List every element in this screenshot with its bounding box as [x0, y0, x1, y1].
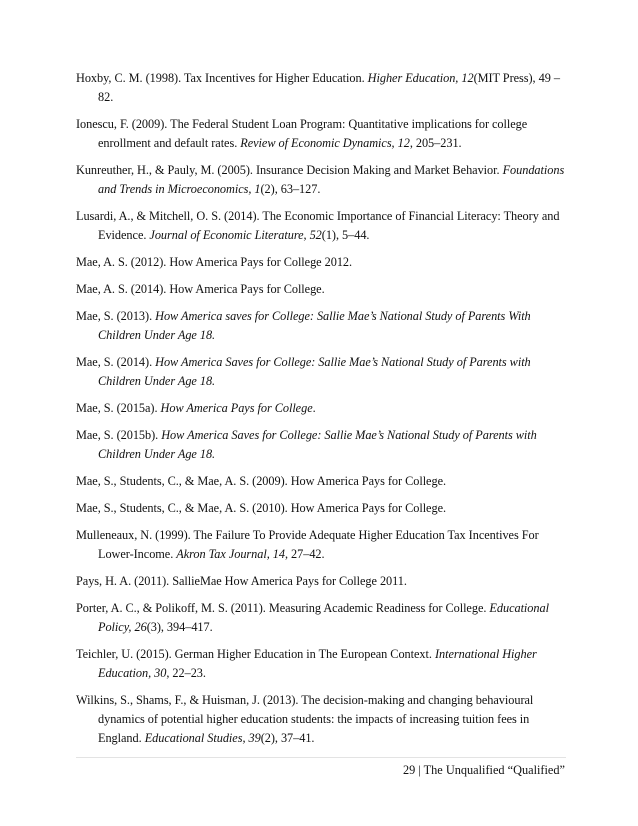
reference-text: Lusardi, A., & Mitchell, O. S. (2014). The Economic Importance of Financial Literacy: Theory and Evidence.	[76, 209, 560, 242]
reference-entry	[76, 645, 566, 683]
reference-text: , 22–23.	[166, 666, 206, 680]
reference-text: (3), 394–417.	[146, 620, 213, 634]
reference-entry	[76, 161, 566, 199]
reference-text: (MIT Press), 49 – 82.	[98, 71, 560, 104]
reference-entry	[76, 115, 566, 153]
reference-text: Mae, A. S. (2012). How America Pays for College 2012.	[76, 255, 353, 269]
reference-entry	[76, 399, 566, 418]
reference-source-italic: How America Pays for College	[160, 401, 313, 415]
reference-text: Ionescu, F. (2009). The Federal Student Loan Program: Quantitative implications for college enrollment and default rates.	[76, 117, 528, 150]
reference-text: Mae, S., Students, C., & Mae, A. S. (2010). How America Pays for College.	[76, 501, 447, 515]
reference-entry	[76, 572, 566, 591]
page-footer: 29 | The Unqualified “Qualified”	[402, 763, 565, 777]
reference-source-italic: How America Saves for College: Sallie Mae’s National Study of Parents with Children Under Age 18.	[98, 355, 531, 388]
reference-text: Porter, A. C., & Polikoff, M. S. (2011). Measuring Academic Readiness for College.	[76, 601, 490, 615]
reference-entry	[76, 207, 566, 245]
reference-entry	[76, 280, 566, 299]
reference-source-italic: Higher Education, 12	[367, 71, 474, 85]
reference-entry	[76, 691, 566, 748]
reference-entry	[76, 253, 566, 272]
reference-text: (2), 37–41.	[260, 731, 315, 745]
reference-text: Mae, S. (2013).	[76, 309, 156, 323]
reference-source-italic: How America Saves for College: Sallie Mae’s National Study of Parents with Children Under Age 18.	[98, 428, 537, 461]
reference-source-italic: Foundations and Trends in Microeconomics, 1	[98, 163, 565, 196]
reference-source-italic: Akron Tax Journal, 14	[176, 547, 285, 561]
reference-entry	[76, 426, 566, 464]
reference-source-italic: Educational Policy, 26	[98, 601, 549, 634]
reference-text: , 205–231.	[409, 136, 462, 150]
reference-text: (1), 5–44.	[321, 228, 370, 242]
reference-text: Mae, S. (2015a).	[76, 401, 161, 415]
reference-text: (2), 63–127.	[260, 182, 321, 196]
reference-text: Mae, S. (2015b).	[76, 428, 162, 442]
reference-text: Mae, A. S. (2014). How America Pays for College.	[76, 282, 325, 296]
reference-text: Kunreuther, H., & Pauly, M. (2005). Insurance Decision Making and Market Behavior.	[76, 163, 503, 177]
reference-text: Mae, S., Students, C., & Mae, A. S. (2009). How America Pays for College.	[76, 474, 447, 488]
reference-text: Teichler, U. (2015). German Higher Education in The European Context.	[76, 647, 435, 661]
reference-source-italic: International Higher Education, 30	[98, 647, 537, 680]
reference-text: , 27–42.	[284, 547, 325, 561]
reference-entry	[76, 526, 566, 564]
reference-text: Wilkins, S., Shams, F., & Huisman, J. (2013). The decision-making and changing behavioural dynamics of potential higher education students: the impacts of increasing tuition fees in England.	[76, 693, 534, 745]
reference-entry	[76, 307, 566, 345]
reference-text: Mae, S. (2014).	[76, 355, 156, 369]
reference-text: Pays, H. A. (2011). SallieMae How America Pays for College 2011.	[76, 574, 407, 588]
reference-source-italic: Journal of Economic Literature, 52	[149, 228, 322, 242]
footer-divider	[76, 757, 566, 758]
reference-entry	[76, 499, 566, 518]
reference-text: .	[312, 401, 316, 415]
reference-list	[76, 69, 566, 756]
reference-entry	[76, 69, 566, 107]
reference-entry	[76, 353, 566, 391]
reference-text: Mulleneaux, N. (1999). The Failure To Provide Adequate Higher Education Tax Incentives For Lower-Income.	[76, 528, 539, 561]
reference-text: Hoxby, C. M. (1998). Tax Incentives for Higher Education.	[76, 71, 368, 85]
reference-source-italic: Review of Economic Dynamics, 12	[240, 136, 410, 150]
reference-source-italic: How America saves for College: Sallie Mae’s National Study of Parents With Children Under Age 18.	[98, 309, 531, 342]
reference-entry	[76, 472, 566, 491]
reference-source-italic: Educational Studies, 39	[144, 731, 261, 745]
reference-entry	[76, 599, 566, 637]
